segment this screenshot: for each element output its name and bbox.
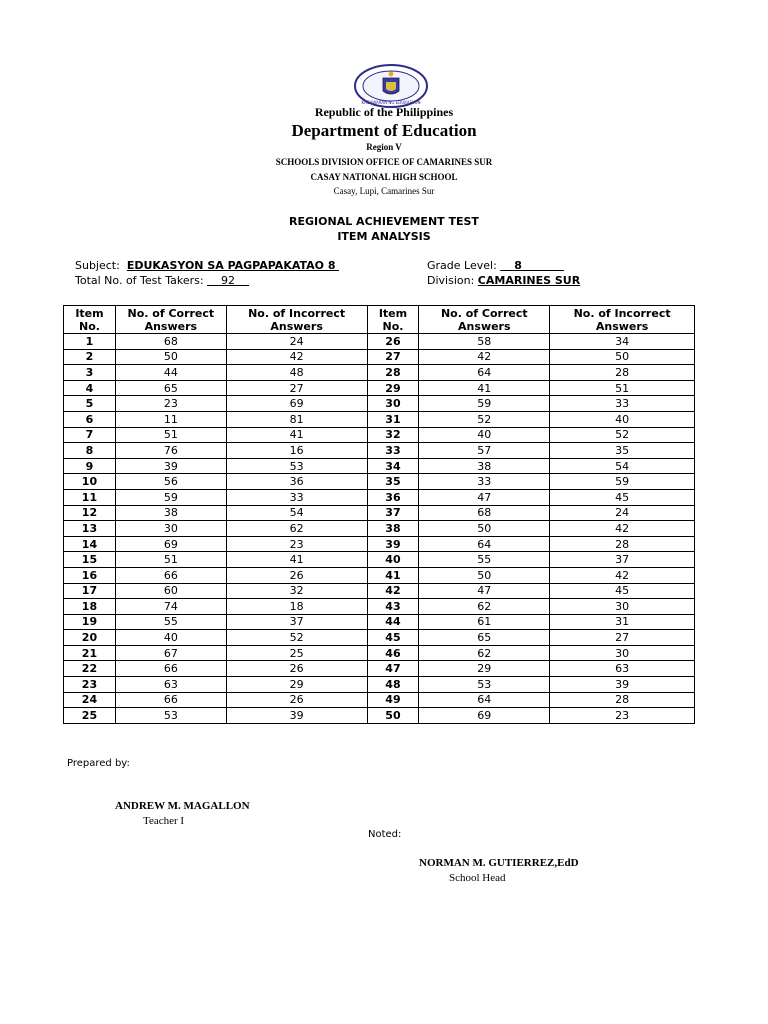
correct-count-cell: 47 xyxy=(419,583,550,599)
incorrect-count-cell: 63 xyxy=(550,661,695,677)
head-title: School Head xyxy=(449,872,506,884)
incorrect-count-cell: 39 xyxy=(550,677,695,693)
incorrect-count-cell: 48 xyxy=(226,365,367,381)
table-row xyxy=(64,583,695,599)
item-number-cell: 44 xyxy=(367,614,419,630)
incorrect-count-cell: 30 xyxy=(550,599,695,615)
incorrect-count-cell: 59 xyxy=(550,474,695,490)
incorrect-count-cell: 40 xyxy=(550,411,695,427)
item-number-cell: 35 xyxy=(367,474,419,490)
incorrect-count-cell: 27 xyxy=(550,630,695,646)
school-heading: CASAY NATIONAL HIGH SCHOOL xyxy=(310,172,458,182)
correct-count-cell: 55 xyxy=(419,552,550,568)
item-number-cell: 29 xyxy=(367,380,419,396)
item-number-cell: 12 xyxy=(64,505,116,521)
department-heading: Department of Education xyxy=(291,121,477,140)
incorrect-count-cell: 53 xyxy=(226,458,367,474)
item-number-cell: 45 xyxy=(367,630,419,646)
deped-seal-logo xyxy=(353,64,429,108)
correct-count-cell: 23 xyxy=(115,396,226,412)
incorrect-count-cell: 52 xyxy=(226,630,367,646)
correct-count-cell: 29 xyxy=(419,661,550,677)
incorrect-count-cell: 32 xyxy=(226,583,367,599)
correct-count-cell: 51 xyxy=(115,552,226,568)
grade-value: 8 xyxy=(514,259,522,272)
incorrect-count-cell: 26 xyxy=(226,567,367,583)
item-number-cell: 50 xyxy=(367,708,419,724)
table-row xyxy=(64,334,695,350)
incorrect-count-cell: 28 xyxy=(550,692,695,708)
table-row xyxy=(64,599,695,615)
item-number-cell: 17 xyxy=(64,583,116,599)
incorrect-count-cell: 23 xyxy=(226,536,367,552)
item-number-cell: 15 xyxy=(64,552,116,568)
correct-count-cell: 76 xyxy=(115,443,226,459)
item-number-cell: 22 xyxy=(64,661,116,677)
correct-count-cell: 51 xyxy=(115,427,226,443)
prepared-by-label: Prepared by: xyxy=(67,758,130,769)
incorrect-count-cell: 18 xyxy=(226,599,367,615)
incorrect-count-cell: 54 xyxy=(226,505,367,521)
noted-label: Noted: xyxy=(368,829,402,840)
item-number-cell: 6 xyxy=(64,411,116,427)
table-row xyxy=(64,645,695,661)
incorrect-count-cell: 16 xyxy=(226,443,367,459)
incorrect-count-cell: 35 xyxy=(550,443,695,459)
correct-count-cell: 68 xyxy=(115,334,226,350)
table-row xyxy=(64,489,695,505)
division-line xyxy=(427,274,580,287)
item-number-cell: 13 xyxy=(64,521,116,537)
item-number-cell: 36 xyxy=(367,489,419,505)
table-header-row xyxy=(64,306,695,334)
correct-count-cell: 61 xyxy=(419,614,550,630)
correct-count-cell: 69 xyxy=(419,708,550,724)
item-number-cell: 25 xyxy=(64,708,116,724)
incorrect-count-cell: 33 xyxy=(550,396,695,412)
division-office-heading: SCHOOLS DIVISION OFFICE OF CAMARINES SUR xyxy=(275,157,493,167)
incorrect-count-cell: 30 xyxy=(550,645,695,661)
item-number-cell: 32 xyxy=(367,427,419,443)
table-row xyxy=(64,474,695,490)
correct-count-cell: 62 xyxy=(419,599,550,615)
correct-count-cell: 68 xyxy=(419,505,550,521)
correct-count-cell: 53 xyxy=(115,708,226,724)
item-number-cell: 41 xyxy=(367,567,419,583)
correct-count-cell: 64 xyxy=(419,536,550,552)
table-row xyxy=(64,443,695,459)
item-number-cell: 33 xyxy=(367,443,419,459)
incorrect-count-cell: 36 xyxy=(226,474,367,490)
correct-count-cell: 40 xyxy=(115,630,226,646)
correct-count-cell: 60 xyxy=(115,583,226,599)
item-number-cell: 18 xyxy=(64,599,116,615)
grade-line xyxy=(427,259,564,272)
table-row xyxy=(64,396,695,412)
table-row xyxy=(64,536,695,552)
correct-count-cell: 74 xyxy=(115,599,226,615)
incorrect-count-cell: 50 xyxy=(550,349,695,365)
item-number-cell: 19 xyxy=(64,614,116,630)
table-row xyxy=(64,661,695,677)
incorrect-count-cell: 45 xyxy=(550,489,695,505)
item-number-cell: 38 xyxy=(367,521,419,537)
item-number-cell: 46 xyxy=(367,645,419,661)
table-row xyxy=(64,521,695,537)
incorrect-count-cell: 34 xyxy=(550,334,695,350)
correct-count-cell: 44 xyxy=(115,365,226,381)
correct-count-cell: 50 xyxy=(115,349,226,365)
preparer-name: ANDREW M. MAGALLON xyxy=(115,800,250,812)
correct-count-cell: 30 xyxy=(115,521,226,537)
seal-text: KAGAWARAN NG EDUKASYON xyxy=(361,100,421,105)
incorrect-count-cell: 37 xyxy=(550,552,695,568)
correct-count-cell: 50 xyxy=(419,567,550,583)
item-number-cell: 14 xyxy=(64,536,116,552)
correct-count-cell: 65 xyxy=(115,380,226,396)
item-number-cell: 16 xyxy=(64,567,116,583)
school-address: Casay, Lupi, Camarines Sur xyxy=(333,186,435,196)
correct-count-cell: 62 xyxy=(419,645,550,661)
item-number-cell: 8 xyxy=(64,443,116,459)
item-number-cell: 11 xyxy=(64,489,116,505)
table-row xyxy=(64,567,695,583)
incorrect-count-cell: 81 xyxy=(226,411,367,427)
correct-count-cell: 66 xyxy=(115,692,226,708)
incorrect-count-cell: 24 xyxy=(550,505,695,521)
takers-value: 92 xyxy=(221,274,236,287)
correct-count-cell: 53 xyxy=(419,677,550,693)
table-row xyxy=(64,708,695,724)
item-number-cell: 30 xyxy=(367,396,419,412)
incorrect-count-cell: 69 xyxy=(226,396,367,412)
correct-count-cell: 67 xyxy=(115,645,226,661)
item-number-cell: 5 xyxy=(64,396,116,412)
correct-count-cell: 11 xyxy=(115,411,226,427)
item-analysis-table xyxy=(63,305,695,724)
subject-value: EDUKASYON SA PAGPAPAKATAO 8 xyxy=(126,259,336,272)
incorrect-count-cell: 45 xyxy=(550,583,695,599)
division-value: CAMARINES SUR xyxy=(477,274,581,287)
test-title: REGIONAL ACHIEVEMENT TEST xyxy=(289,215,479,228)
incorrect-count-cell: 51 xyxy=(550,380,695,396)
item-number-cell: 10 xyxy=(64,474,116,490)
correct-count-cell: 33 xyxy=(419,474,550,490)
table-row xyxy=(64,505,695,521)
table-row xyxy=(64,614,695,630)
correct-count-cell: 50 xyxy=(419,521,550,537)
item-number-cell: 31 xyxy=(367,411,419,427)
item-number-cell: 4 xyxy=(64,380,116,396)
correct-count-cell: 47 xyxy=(419,489,550,505)
item-number-cell: 7 xyxy=(64,427,116,443)
correct-count-cell: 38 xyxy=(115,505,226,521)
correct-count-cell: 41 xyxy=(419,380,550,396)
incorrect-count-cell: 41 xyxy=(226,552,367,568)
correct-count-cell: 52 xyxy=(419,411,550,427)
incorrect-count-cell: 23 xyxy=(550,708,695,724)
item-number-cell: 28 xyxy=(367,365,419,381)
item-number-cell: 47 xyxy=(367,661,419,677)
preparer-title: Teacher I xyxy=(143,815,185,827)
incorrect-count-cell: 42 xyxy=(550,567,695,583)
subject-label: Subject: xyxy=(75,259,120,272)
table-row xyxy=(64,692,695,708)
incorrect-count-cell: 62 xyxy=(226,521,367,537)
correct-count-cell: 69 xyxy=(115,536,226,552)
item-number-cell: 26 xyxy=(367,334,419,350)
table-row xyxy=(64,630,695,646)
item-number-cell: 42 xyxy=(367,583,419,599)
item-number-cell: 24 xyxy=(64,692,116,708)
item-number-cell: 20 xyxy=(64,630,116,646)
correct-count-cell: 66 xyxy=(115,567,226,583)
correct-count-cell: 65 xyxy=(419,630,550,646)
item-number-cell: 43 xyxy=(367,599,419,615)
correct-count-cell: 40 xyxy=(419,427,550,443)
correct-count-cell: 42 xyxy=(419,349,550,365)
header-item-no: Item No. xyxy=(64,306,116,334)
incorrect-count-cell: 37 xyxy=(226,614,367,630)
correct-count-cell: 59 xyxy=(115,489,226,505)
item-number-cell: 37 xyxy=(367,505,419,521)
head-name: NORMAN M. GUTIERREZ,EdD xyxy=(419,857,579,869)
item-number-cell: 48 xyxy=(367,677,419,693)
item-number-cell: 49 xyxy=(367,692,419,708)
header-incorrect: No. of Incorrect Answers xyxy=(226,306,367,334)
incorrect-count-cell: 41 xyxy=(226,427,367,443)
item-number-cell: 27 xyxy=(367,349,419,365)
incorrect-count-cell: 26 xyxy=(226,661,367,677)
grade-label: Grade Level: xyxy=(427,259,497,272)
table-row xyxy=(64,427,695,443)
correct-count-cell: 64 xyxy=(419,692,550,708)
table-row xyxy=(64,677,695,693)
correct-count-cell: 64 xyxy=(419,365,550,381)
incorrect-count-cell: 33 xyxy=(226,489,367,505)
incorrect-count-cell: 42 xyxy=(550,521,695,537)
item-number-cell: 39 xyxy=(367,536,419,552)
correct-count-cell: 38 xyxy=(419,458,550,474)
incorrect-count-cell: 28 xyxy=(550,365,695,381)
incorrect-count-cell: 27 xyxy=(226,380,367,396)
incorrect-count-cell: 28 xyxy=(550,536,695,552)
table-row xyxy=(64,458,695,474)
takers-label: Total No. of Test Takers: xyxy=(75,274,204,287)
incorrect-count-cell: 29 xyxy=(226,677,367,693)
subject-line xyxy=(75,259,339,272)
item-number-cell: 23 xyxy=(64,677,116,693)
correct-count-cell: 57 xyxy=(419,443,550,459)
correct-count-cell: 56 xyxy=(115,474,226,490)
item-number-cell: 40 xyxy=(367,552,419,568)
incorrect-count-cell: 24 xyxy=(226,334,367,350)
incorrect-count-cell: 52 xyxy=(550,427,695,443)
correct-count-cell: 55 xyxy=(115,614,226,630)
division-label: Division: xyxy=(427,274,475,287)
header-correct: No. of Correct Answers xyxy=(115,306,226,334)
item-number-cell: 9 xyxy=(64,458,116,474)
item-number-cell: 34 xyxy=(367,458,419,474)
incorrect-count-cell: 26 xyxy=(226,692,367,708)
analysis-title: ITEM ANALYSIS xyxy=(337,230,431,243)
correct-count-cell: 63 xyxy=(115,677,226,693)
incorrect-count-cell: 31 xyxy=(550,614,695,630)
republic-heading: Republic of the Philippines xyxy=(314,105,454,119)
incorrect-count-cell: 54 xyxy=(550,458,695,474)
takers-line xyxy=(75,274,249,287)
item-number-cell: 21 xyxy=(64,645,116,661)
correct-count-cell: 59 xyxy=(419,396,550,412)
table-row xyxy=(64,380,695,396)
table-row xyxy=(64,349,695,365)
item-number-cell: 2 xyxy=(64,349,116,365)
header-incorrect: No. of Incorrect Answers xyxy=(550,306,695,334)
table-row xyxy=(64,411,695,427)
incorrect-count-cell: 39 xyxy=(226,708,367,724)
table-row xyxy=(64,365,695,381)
incorrect-count-cell: 25 xyxy=(226,645,367,661)
table-row xyxy=(64,552,695,568)
header-item-no: Item No. xyxy=(367,306,419,334)
item-number-cell: 1 xyxy=(64,334,116,350)
header-correct: No. of Correct Answers xyxy=(419,306,550,334)
correct-count-cell: 58 xyxy=(419,334,550,350)
correct-count-cell: 66 xyxy=(115,661,226,677)
incorrect-count-cell: 42 xyxy=(226,349,367,365)
item-number-cell: 3 xyxy=(64,365,116,381)
correct-count-cell: 39 xyxy=(115,458,226,474)
region-heading: Region V xyxy=(366,142,402,152)
